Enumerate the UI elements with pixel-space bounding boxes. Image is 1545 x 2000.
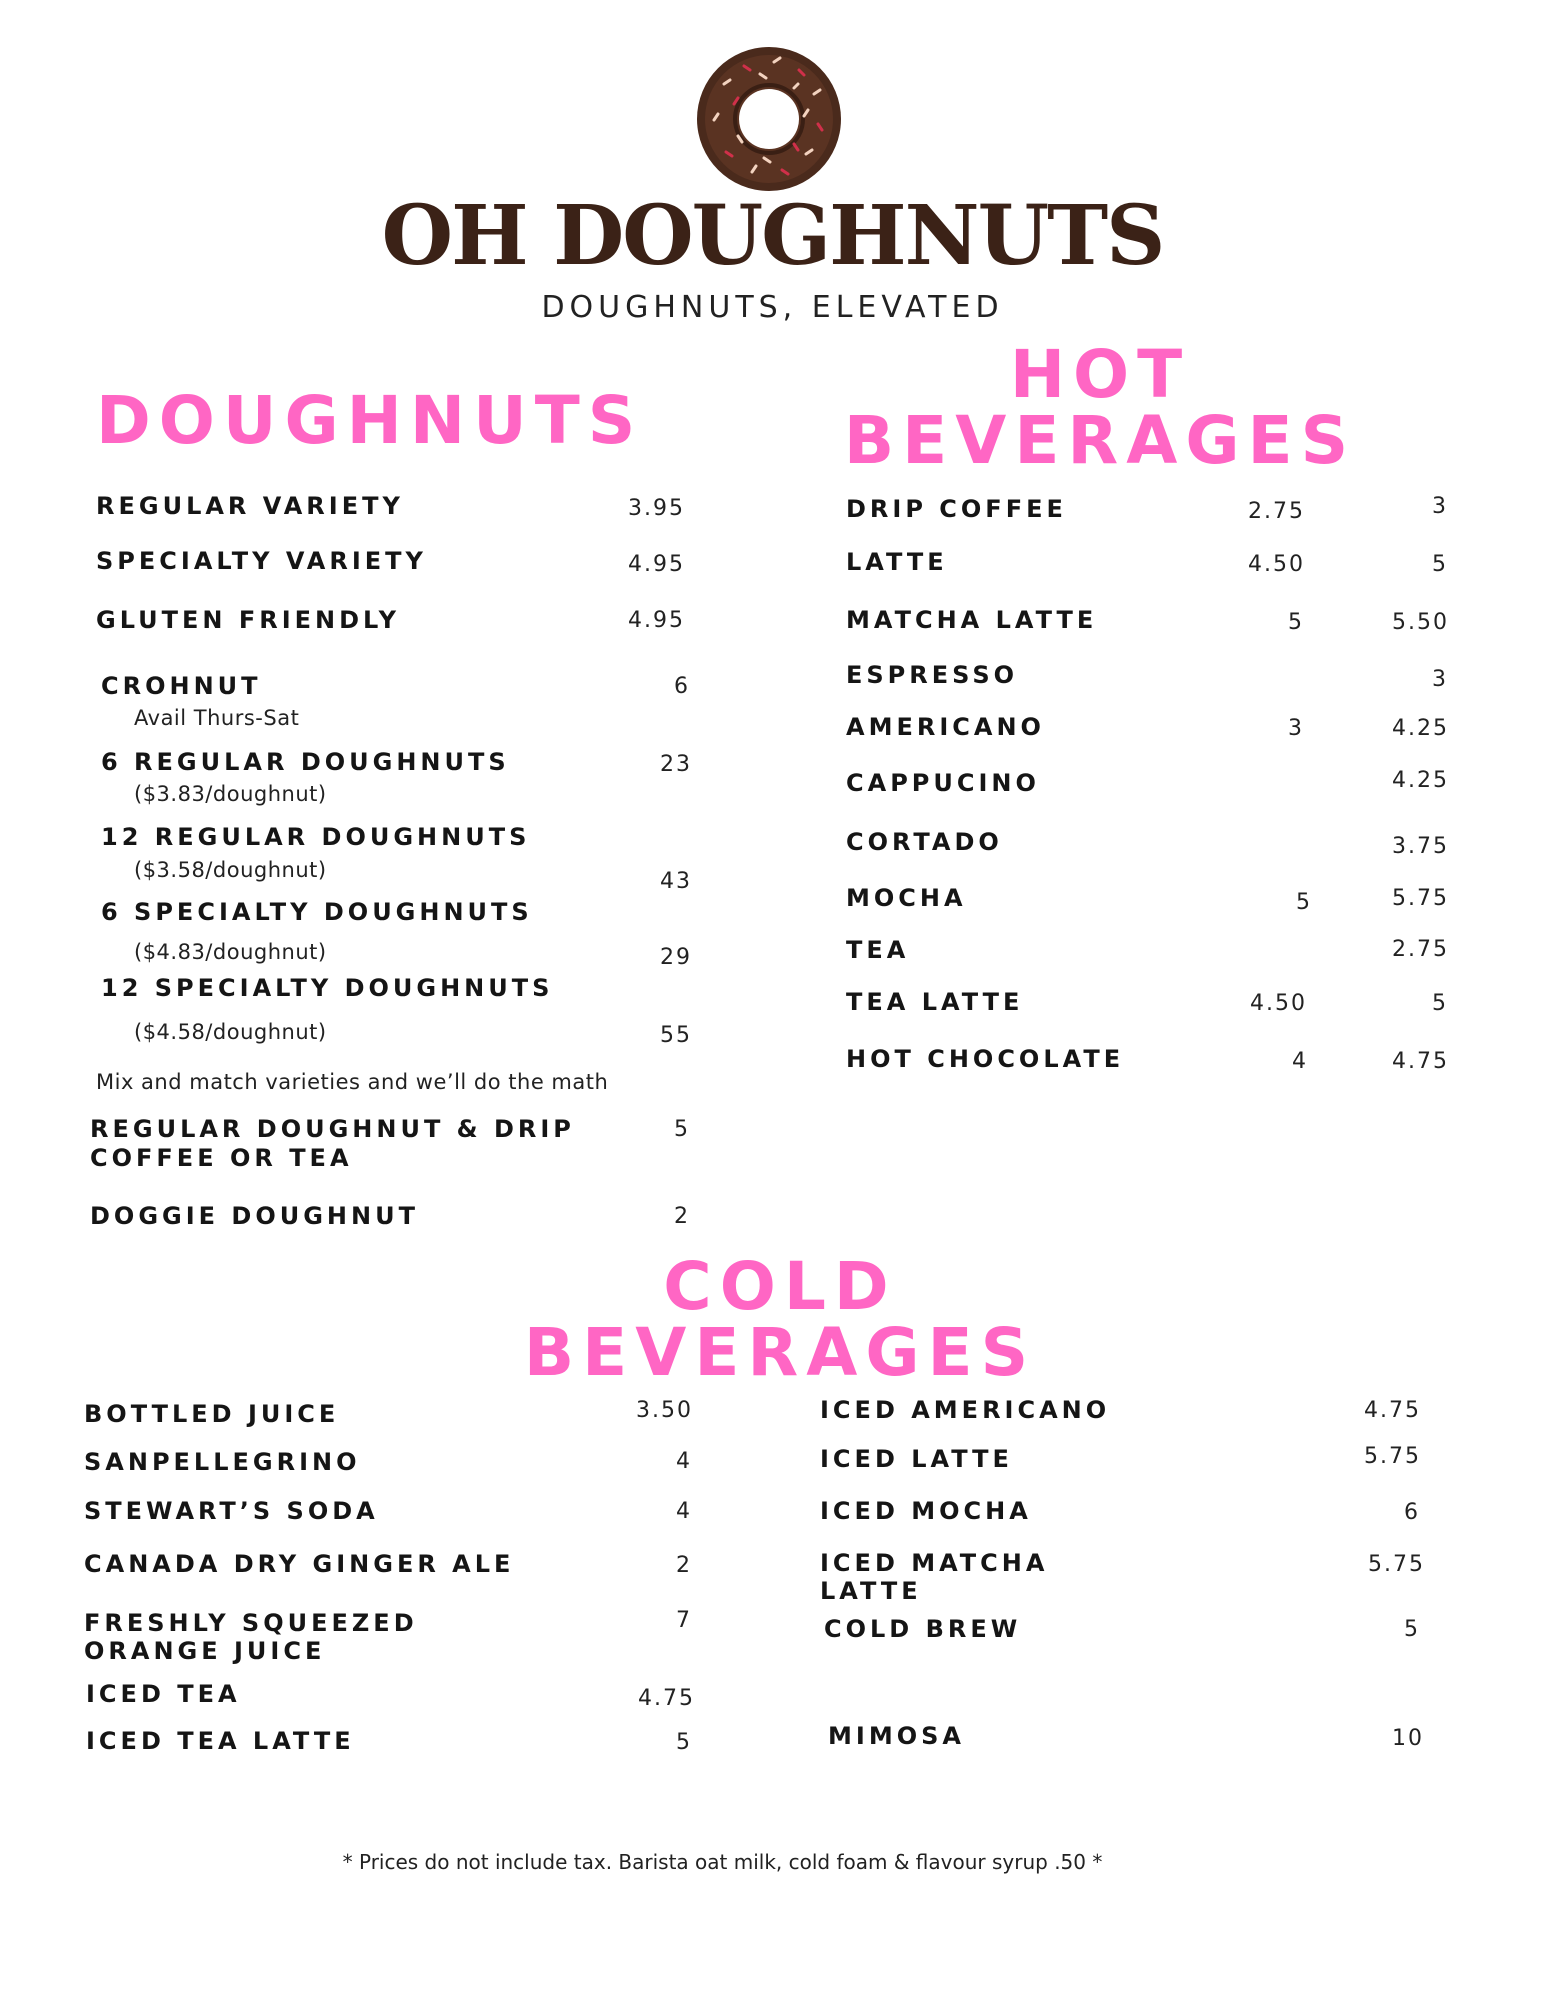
menu-item-name: HOT CHOCOLATE <box>846 1045 1125 1073</box>
menu-item-name: COLD BREW <box>824 1615 1022 1643</box>
footer-note: * Prices do not include tax. Barista oat milk, cold foam & flavour syrup .50 * <box>342 1850 1103 1874</box>
menu-item-name: 6 SPECIALTY DOUGHNUTS <box>101 898 533 926</box>
menu-item-price: 2 <box>676 1553 692 1578</box>
menu-item-name-line1: ICED MATCHA <box>820 1549 1049 1577</box>
menu-item-name: 12 REGULAR DOUGHNUTS <box>101 823 531 851</box>
menu-item-note: ($3.83/doughnut) <box>134 782 327 806</box>
menu-item-name-line2: LATTE <box>820 1577 922 1605</box>
menu-item-note: ($4.58/doughnut) <box>134 1020 327 1044</box>
price-large: 5 <box>1432 552 1448 577</box>
combo-price: 5 <box>674 1117 690 1142</box>
menu-item-name: CROHNUT <box>101 672 262 700</box>
menu-item-price: 55 <box>660 1023 692 1048</box>
price-large: 4.25 <box>1392 768 1449 793</box>
menu-item-name: BOTTLED JUICE <box>84 1400 340 1428</box>
tagline: DOUGHNUTS, ELEVATED <box>541 290 1004 325</box>
price-large: 3.75 <box>1392 834 1449 859</box>
menu-item-name-line1: FRESHLY SQUEEZED <box>84 1609 418 1637</box>
menu-item-name: ICED AMERICANO <box>820 1396 1111 1424</box>
menu-item-price: 6 <box>674 674 690 699</box>
menu-item-name: CANADA DRY GINGER ALE <box>84 1550 515 1578</box>
menu-item-name: MATCHA LATTE <box>846 606 1098 634</box>
menu-item-name: TEA LATTE <box>846 988 1024 1016</box>
menu-item-name: DOGGIE DOUGHNUT <box>90 1202 419 1230</box>
menu-item-note: Avail Thurs-Sat <box>134 706 300 730</box>
menu-item-price: 4.75 <box>638 1686 695 1711</box>
menu-item-price: 3.95 <box>628 496 685 521</box>
menu-item-price: 6 <box>1404 1500 1420 1525</box>
menu-item-name: TEA <box>846 936 910 964</box>
menu-item-price: 23 <box>660 752 692 777</box>
mix-and-match-note: Mix and match varieties and we’ll do the math <box>96 1070 609 1094</box>
price-small: 4.50 <box>1250 991 1307 1016</box>
price-large: 3 <box>1432 667 1448 692</box>
menu-item-name: ICED LATTE <box>820 1445 1013 1473</box>
menu-item-name: AMERICANO <box>846 713 1045 741</box>
doughnut-logo-icon <box>694 44 844 194</box>
menu-item-name: 12 SPECIALTY DOUGHNUTS <box>101 974 554 1002</box>
combo-name-line1: REGULAR DOUGHNUT & DRIP <box>90 1115 575 1143</box>
combo-name-line2: COFFEE OR TEA <box>90 1144 353 1172</box>
price-large: 3 <box>1432 494 1448 519</box>
menu-item-name: DRIP COFFEE <box>846 495 1067 523</box>
menu-item-price: 5 <box>676 1730 692 1755</box>
price-small: 2.75 <box>1248 499 1305 524</box>
menu-item-price: 5.75 <box>1368 1552 1425 1577</box>
menu-item-name: SANPELLEGRINO <box>84 1448 361 1476</box>
price-small: 5 <box>1296 890 1312 915</box>
menu-item-price: 10 <box>1392 1726 1424 1751</box>
menu-item-name: SPECIALTY VARIETY <box>96 547 427 575</box>
menu-item-price: 4.95 <box>628 552 685 577</box>
menu-item-name: MIMOSA <box>828 1722 965 1750</box>
menu-item-name: ICED MOCHA <box>820 1497 1032 1525</box>
price-small: 5 <box>1288 610 1304 635</box>
brand-name: OH DOUGHNUTS <box>381 188 1164 284</box>
price-large: 2.75 <box>1392 937 1449 962</box>
menu-item-name: LATTE <box>846 548 948 576</box>
menu-item-price: 4.75 <box>1364 1398 1421 1423</box>
menu-item-name: ICED TEA <box>86 1680 241 1708</box>
menu-item-price: 7 <box>676 1608 692 1633</box>
price-large: 5.50 <box>1392 610 1449 635</box>
cold-title-line2: BEVERAGES <box>523 1314 1037 1391</box>
price-small: 3 <box>1288 716 1304 741</box>
menu-item-name: CAPPUCINO <box>846 769 1040 797</box>
price-large: 4.25 <box>1392 716 1449 741</box>
cold-title-line1: COLD <box>663 1248 897 1325</box>
menu-item-name: ICED TEA LATTE <box>86 1727 355 1755</box>
menu-item-price: 2 <box>674 1204 690 1229</box>
price-small: 4 <box>1292 1049 1308 1074</box>
menu-item-name: MOCHA <box>846 884 967 912</box>
menu-item-name: CORTADO <box>846 828 1003 856</box>
menu-item-price: 3.50 <box>636 1398 693 1423</box>
menu-item-price: 4 <box>676 1449 692 1474</box>
menu-item-name: STEWART’S SODA <box>84 1497 379 1525</box>
price-large: 4.75 <box>1392 1049 1449 1074</box>
price-large: 5 <box>1432 991 1448 1016</box>
menu-item-price: 4 <box>676 1499 692 1524</box>
menu-item-price: 5.75 <box>1364 1444 1421 1469</box>
doughnuts-title: DOUGHNUTS <box>96 382 644 459</box>
menu-item-price: 4.95 <box>628 608 685 633</box>
menu-item-price: 5 <box>1404 1617 1420 1642</box>
menu-item-name: REGULAR VARIETY <box>96 492 404 520</box>
menu-item-note: ($4.83/doughnut) <box>134 940 327 964</box>
menu-item-name: 6 REGULAR DOUGHNUTS <box>101 748 510 776</box>
hot-title-line2: BEVERAGES <box>843 402 1357 479</box>
menu-item-note: ($3.58/doughnut) <box>134 858 327 882</box>
hot-title-line1: HOT <box>1009 336 1191 413</box>
menu-item-price: 29 <box>660 945 692 970</box>
menu-item-name: ESPRESSO <box>846 661 1019 689</box>
menu-item-price: 43 <box>660 869 692 894</box>
menu-item-name-line2: ORANGE JUICE <box>84 1637 326 1665</box>
price-small: 4.50 <box>1248 552 1305 577</box>
menu-item-name: GLUTEN FRIENDLY <box>96 606 400 634</box>
price-large: 5.75 <box>1392 886 1449 911</box>
